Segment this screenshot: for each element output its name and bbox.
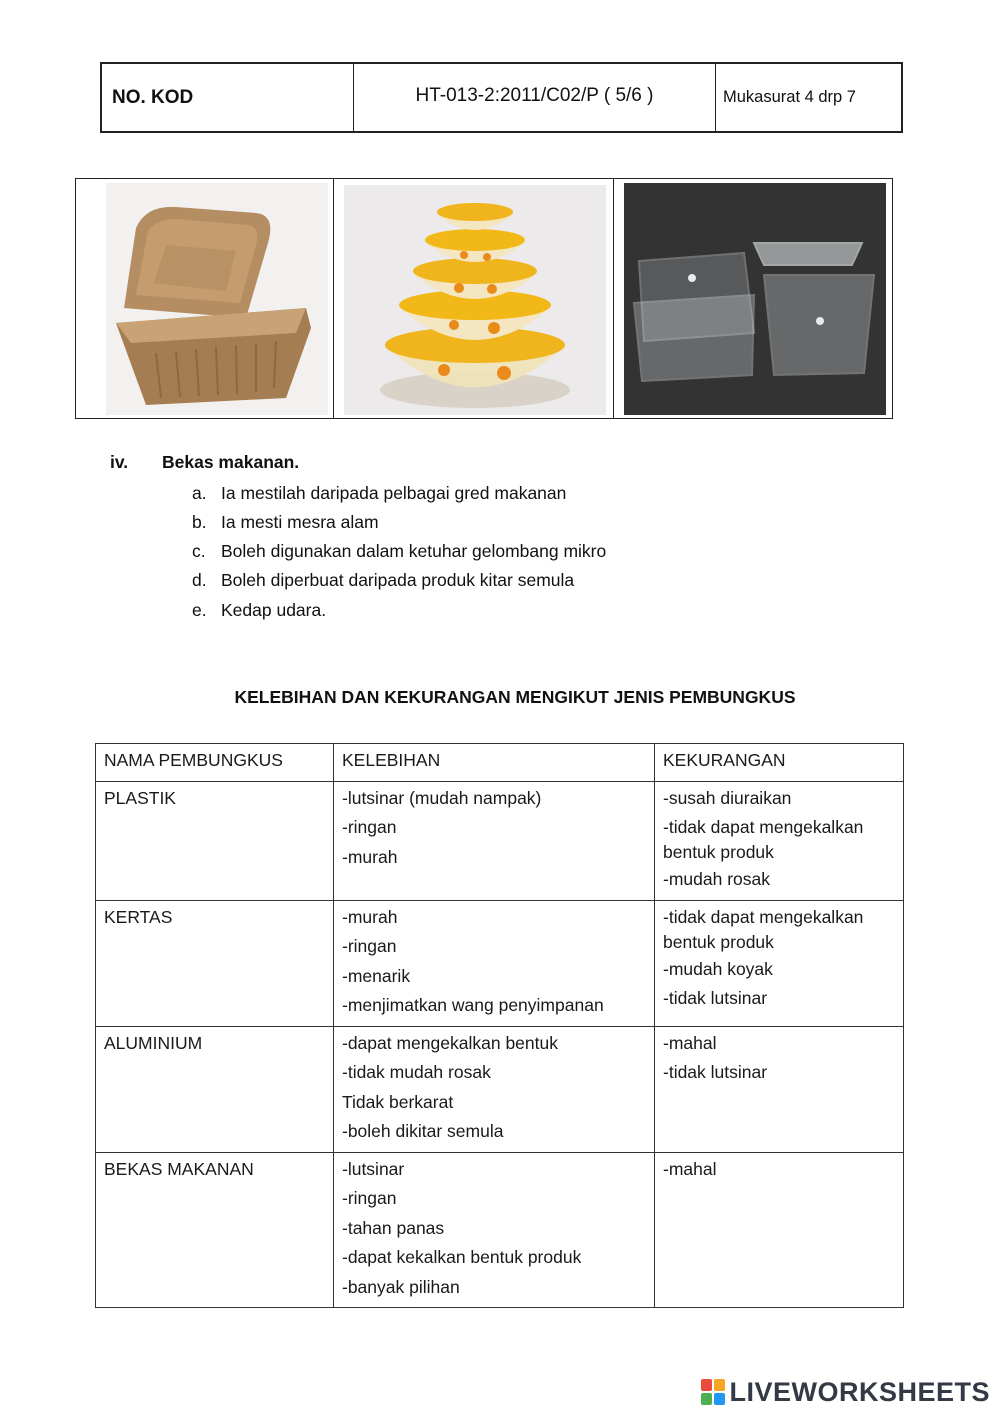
table-heading: KELEBIHAN DAN KEKURANGAN MENGIKUT JENIS PEMBUNGKUS [234, 687, 796, 707]
pros-cell [334, 900, 655, 1026]
list-letter: a. [192, 483, 207, 503]
pro-item: -lutsinar (mudah nampak) [342, 787, 542, 808]
pros-cell [334, 1152, 655, 1308]
image-cell-plastic-containers [613, 179, 892, 418]
logo-square [701, 1393, 712, 1405]
code-value: HT-013-2:2011/C02/P ( 5/6 ) [354, 64, 716, 131]
image-cell-food-box [76, 179, 333, 418]
logo-square [701, 1379, 712, 1391]
cons-cell [655, 1152, 904, 1308]
pro-item: -dapat mengekalkan bentuk [342, 1032, 558, 1053]
pro-item: -dapat kekalkan bentuk produk [342, 1247, 582, 1267]
plastic-containers-image [624, 183, 886, 415]
list-text: Boleh diperbuat daripada produk kitar semula [221, 570, 575, 590]
comparison-table [95, 743, 904, 1308]
con-item: -susah diuraikan [663, 787, 792, 808]
con-item: -tidak lutsinar [663, 988, 768, 1008]
logo-square [714, 1393, 725, 1405]
list-letter: b. [192, 512, 207, 532]
pro-item: Tidak berkarat [342, 1091, 454, 1112]
pro-item: -tidak mudah rosak [342, 1062, 491, 1082]
table-row [96, 900, 904, 1026]
page-info: Mukasurat 4 drp 7 [723, 88, 856, 106]
column-header: KEKURANGAN [655, 744, 904, 782]
pro-item: -tahan panas [342, 1217, 445, 1238]
code-label: NO. KOD [102, 64, 354, 131]
row-name: PLASTIK [96, 781, 334, 900]
biodegradable-food-box-image [106, 183, 328, 415]
table-header-row [96, 744, 904, 782]
cons-cell [655, 781, 904, 900]
pro-item: -menarik [342, 965, 411, 986]
glass-bowls-image [344, 185, 606, 415]
code-header-table [100, 62, 903, 133]
image-strip [75, 178, 893, 419]
pro-item: -boleh dikitar semula [342, 1121, 504, 1141]
pro-item: -murah [342, 906, 398, 927]
pro-item: -murah [342, 846, 398, 867]
con-item: -tidak dapat mengekalkan bentuk produk [663, 906, 864, 952]
list-text: Boleh digunakan dalam ketuhar gelombang mikro [221, 541, 607, 561]
pro-item: -lutsinar [342, 1158, 405, 1179]
pro-item: -ringan [342, 817, 397, 837]
con-item: -mahal [663, 1032, 717, 1053]
logo-grid-icon [701, 1379, 725, 1405]
pro-item: -banyak pilihan [342, 1276, 460, 1297]
pros-cell [334, 781, 655, 900]
row-name: BEKAS MAKANAN [96, 1152, 334, 1308]
row-name: ALUMINIUM [96, 1026, 334, 1152]
column-header: KELEBIHAN [334, 744, 655, 782]
list-text: Ia mestilah daripada pelbagai gred makanan [221, 483, 567, 503]
pro-item: -ringan [342, 936, 397, 956]
con-item: -tidak lutsinar [663, 1062, 768, 1082]
logo-square [714, 1379, 725, 1391]
column-header: NAMA PEMBUNGKUS [96, 744, 334, 782]
section-title: Bekas makanan. [162, 452, 300, 472]
con-item: -mahal [663, 1158, 717, 1179]
list-letter: d. [192, 570, 207, 590]
con-item: -mudah rosak [663, 869, 770, 889]
image-cell-glass-bowls [333, 179, 613, 418]
pro-item: -ringan [342, 1188, 397, 1208]
list-text: Ia mesti mesra alam [221, 512, 379, 532]
section-number: iv. [110, 452, 129, 472]
cons-cell [655, 1026, 904, 1152]
row-name: KERTAS [96, 900, 334, 1026]
cons-cell [655, 900, 904, 1026]
list-text: Kedap udara. [221, 600, 327, 620]
logo-text: LIVEWORKSHEETS [729, 1376, 990, 1407]
list-letter: e. [192, 600, 207, 620]
table-row [96, 1152, 904, 1308]
con-item: -tidak dapat mengekalkan bentuk produk [663, 817, 864, 862]
con-item: -mudah koyak [663, 958, 773, 979]
list-letter: c. [192, 541, 206, 561]
pro-item: -menjimatkan wang penyimpanan [342, 995, 604, 1015]
table-row [96, 1026, 904, 1152]
pros-cell [334, 1026, 655, 1152]
table-row [96, 781, 904, 900]
liveworksheets-logo[interactable] [701, 1375, 990, 1409]
